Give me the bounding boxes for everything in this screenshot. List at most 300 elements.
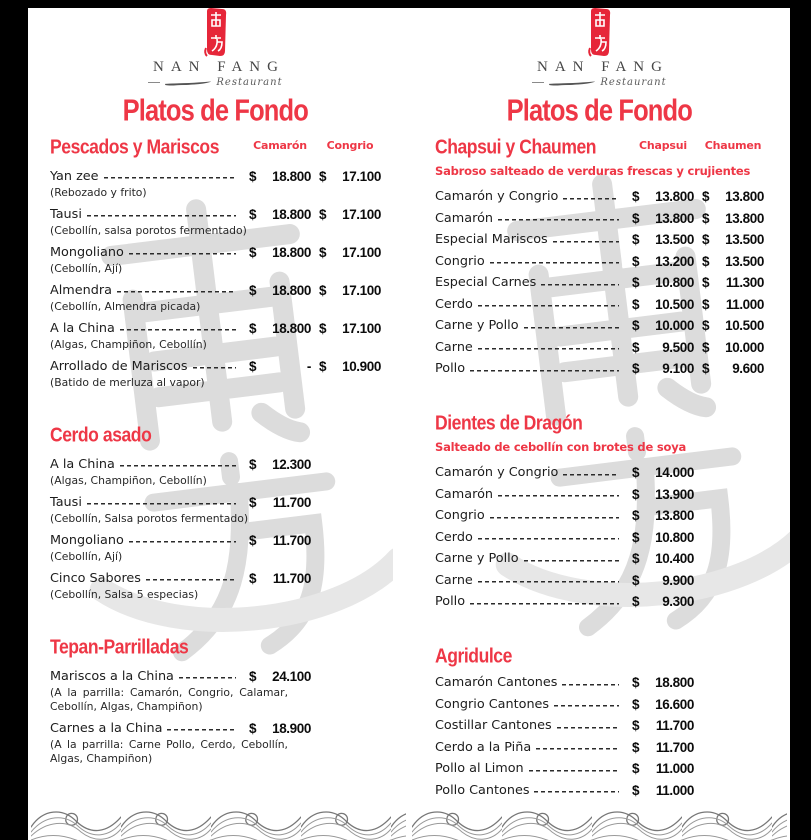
- price-value: 10.400: [655, 551, 694, 566]
- price-value: 9.600: [732, 361, 764, 376]
- page-title-text: Platos de Fondo: [122, 94, 309, 128]
- item-name: Yan zee: [50, 168, 99, 184]
- price-cell: [632, 783, 694, 798]
- price-value: 18.800: [272, 206, 311, 222]
- menu-section: [50, 636, 381, 766]
- dotted-leader: [120, 454, 236, 474]
- page-title: [50, 96, 381, 126]
- price-cell: [702, 254, 764, 269]
- dotted-leader: [498, 485, 619, 504]
- item-description: (Cebollín, Salsa porotos fermentado): [50, 512, 249, 525]
- price-value: 13.800: [725, 189, 764, 204]
- price-value: 10.800: [655, 529, 694, 545]
- dotted-leader: [87, 204, 236, 224]
- currency-symbol: $: [632, 718, 640, 733]
- menu-section: [435, 412, 764, 611]
- dotted-leader: [563, 187, 619, 206]
- dotted-leader: [534, 781, 619, 800]
- restaurant-name: NAN FANG: [153, 59, 285, 75]
- page-content: [409, 8, 790, 800]
- dotted-leader: [562, 673, 619, 692]
- dotted-leader: [524, 316, 619, 335]
- item-name: Cerdo: [435, 296, 473, 312]
- restaurant-script: Restaurant: [216, 77, 283, 88]
- dotted-leader: [529, 759, 619, 778]
- currency-symbol: $: [702, 210, 710, 226]
- section-title: [435, 412, 764, 434]
- price-value: 11.700: [272, 532, 311, 548]
- menu-item-row: [435, 695, 764, 714]
- menu-item-row: [435, 716, 764, 735]
- item-name: Mongoliano: [50, 532, 124, 548]
- price-value: 10.900: [342, 358, 381, 374]
- dotted-leader: [179, 666, 236, 686]
- currency-symbol: $: [632, 529, 640, 545]
- price-value: 10.500: [725, 318, 764, 333]
- currency-symbol: $: [249, 570, 257, 586]
- dotted-leader: [557, 716, 619, 735]
- menu-item-row: [435, 463, 764, 482]
- price-column-header: Congrio: [326, 139, 374, 152]
- price-column-header: Chapsui: [639, 139, 687, 152]
- item-name: Carne y Pollo: [435, 551, 519, 566]
- price-cell: [249, 283, 311, 298]
- menu-item-row: [435, 571, 764, 590]
- price-cell: [632, 189, 694, 204]
- item-name: Especial Carnes: [435, 275, 537, 290]
- item-name: Pollo: [435, 594, 466, 609]
- menu-page-2: [409, 8, 790, 840]
- section-header: [50, 424, 381, 446]
- menu-item-row: [50, 204, 381, 224]
- price-cell: [249, 533, 311, 548]
- dotted-leader: [563, 463, 619, 482]
- item-description: (Cebollín, Ají): [50, 262, 123, 275]
- section-title: [435, 645, 764, 667]
- dotted-leader: [478, 295, 619, 314]
- price-cell: [632, 594, 694, 609]
- item-name: Camarón: [435, 486, 494, 502]
- item-name: Camarón y Congrio: [435, 189, 559, 204]
- currency-symbol: $: [702, 339, 710, 355]
- item-name: Mongoliano: [50, 244, 124, 260]
- item-description: (Cebollín, Ají): [50, 550, 123, 563]
- currency-symbol: $: [249, 720, 257, 736]
- section-title: [435, 136, 624, 158]
- menu-item-row: [50, 530, 381, 550]
- price-value: 10.000: [655, 318, 694, 333]
- item-name: Camarón: [435, 210, 494, 226]
- price-cell: [632, 465, 694, 480]
- price-cell: [702, 361, 764, 376]
- currency-symbol: $: [632, 551, 640, 566]
- price-value: 13.500: [725, 232, 764, 247]
- price-value: 18.800: [272, 244, 311, 260]
- currency-symbol: $: [249, 282, 257, 298]
- menu-item-row: [50, 280, 381, 300]
- section-items: [50, 666, 381, 766]
- dotted-leader: [541, 273, 619, 292]
- currency-symbol: $: [702, 232, 710, 247]
- wave-border: [31, 805, 406, 840]
- dotted-leader: [120, 318, 236, 338]
- price-value: 11.700: [655, 718, 694, 733]
- section-title-text: Chapsui y Chaumen: [435, 135, 597, 159]
- nan-fang-seal-icon: [202, 8, 230, 58]
- price-cell: [249, 495, 311, 510]
- menu-paper: [28, 8, 790, 840]
- currency-symbol: $: [632, 761, 640, 776]
- menu-item-row: [435, 273, 764, 292]
- item-description: (A la parrilla: Carne Pollo, Cerdo, Cebollín, Algas, Champiñon): [50, 738, 288, 765]
- price-cell: [632, 487, 694, 502]
- menu-item-row: [435, 359, 764, 378]
- price-cell: [319, 245, 381, 260]
- price-value: 13.800: [725, 210, 764, 226]
- menu-item-row: [435, 781, 764, 800]
- menu-section: [435, 645, 764, 800]
- menu-item-row: [50, 568, 381, 588]
- item-description: (Rebozado y frito): [50, 186, 147, 199]
- nan-fang-seal-icon: [586, 8, 614, 58]
- currency-symbol: $: [632, 465, 640, 480]
- section-header: [435, 645, 764, 667]
- section-title: [50, 424, 381, 446]
- price-value: 11.000: [655, 782, 694, 798]
- currency-symbol: $: [632, 572, 640, 588]
- price-value: 9.500: [662, 339, 694, 355]
- dotted-leader: [524, 549, 619, 568]
- restaurant-script-row: [148, 76, 282, 89]
- price-cell: [702, 232, 764, 247]
- price-cell: [319, 169, 381, 184]
- price-cell: [632, 275, 694, 290]
- currency-symbol: $: [702, 361, 710, 376]
- dotted-leader: [478, 571, 619, 590]
- price-value: 16.600: [655, 696, 694, 712]
- dotted-leader: [490, 506, 619, 525]
- currency-symbol: $: [632, 486, 640, 502]
- logo-swoosh-icon: [165, 79, 211, 86]
- item-description: (Cebollín, Salsa 5 especias): [50, 588, 199, 601]
- price-cell: [319, 207, 381, 222]
- price-value: 18.800: [655, 675, 694, 690]
- currency-symbol: $: [702, 253, 710, 269]
- section-items: [435, 673, 764, 800]
- price-cell: [632, 254, 694, 269]
- currency-symbol: $: [632, 253, 640, 269]
- currency-symbol: $: [319, 206, 327, 222]
- menu-item-row: [50, 166, 381, 186]
- price-value: 9.100: [662, 361, 694, 376]
- price-value: 18.800: [272, 168, 311, 184]
- price-cell: [632, 718, 694, 733]
- price-cell: [319, 321, 381, 336]
- item-name: Cerdo a la Piña: [435, 739, 532, 755]
- item-name: A la China: [50, 320, 115, 336]
- currency-symbol: $: [632, 318, 640, 333]
- menu-item-row: [435, 528, 764, 547]
- price-cell: [632, 232, 694, 247]
- section-header: [435, 136, 764, 158]
- dotted-leader: [146, 568, 236, 588]
- section-header: [50, 136, 381, 158]
- item-name: Pollo Cantones: [435, 782, 530, 798]
- currency-symbol: $: [249, 358, 257, 374]
- item-name: Congrio Cantones: [435, 696, 550, 712]
- item-name: Carne y Pollo: [435, 318, 519, 333]
- currency-symbol: $: [702, 296, 710, 312]
- currency-symbol: $: [249, 168, 257, 184]
- menu-item-row: [435, 673, 764, 692]
- currency-symbol: $: [319, 282, 327, 298]
- currency-symbol: $: [249, 668, 257, 684]
- menu-item-row: [435, 252, 764, 271]
- dotted-leader: [553, 230, 619, 249]
- currency-symbol: $: [702, 275, 710, 290]
- wave-border: [412, 805, 787, 840]
- section-title-text: Pescados y Mariscos: [50, 135, 220, 159]
- currency-symbol: $: [249, 532, 257, 548]
- price-value: 13.200: [655, 253, 694, 269]
- price-value: 18.900: [272, 720, 311, 736]
- currency-symbol: $: [632, 361, 640, 376]
- item-name: Especial Mariscos: [435, 232, 548, 247]
- price-value: 14.000: [655, 465, 694, 480]
- dotted-leader: [536, 738, 619, 757]
- price-value: 18.800: [272, 320, 311, 336]
- item-name: Carne: [435, 339, 473, 355]
- price-cell: [249, 571, 311, 586]
- item-name: Costillar Cantones: [435, 718, 552, 733]
- price-cell: [249, 207, 311, 222]
- section-title-text: Cerdo asado: [50, 423, 152, 447]
- price-value: 10.500: [655, 296, 694, 312]
- menu-section: [50, 424, 381, 602]
- price-value: 13.800: [655, 210, 694, 226]
- item-name: Tausi: [50, 206, 82, 222]
- price-cell: [632, 361, 694, 376]
- dotted-leader: [470, 592, 619, 611]
- price-value: 10.000: [725, 339, 764, 355]
- dotted-leader: [104, 166, 236, 186]
- item-name: Cerdo: [435, 529, 473, 545]
- currency-symbol: $: [632, 594, 640, 609]
- logo-flourish-left: [532, 82, 544, 83]
- price-value: -: [306, 358, 311, 374]
- price-value: 17.100: [342, 244, 381, 260]
- menu-item-row: [435, 549, 764, 568]
- price-value: 12.300: [272, 456, 311, 472]
- currency-symbol: $: [319, 168, 327, 184]
- restaurant-logo: [435, 8, 764, 89]
- restaurant-logo: [50, 8, 381, 89]
- item-name: Almendra: [50, 282, 112, 298]
- dotted-leader: [129, 242, 236, 262]
- price-cell: [249, 245, 311, 260]
- menu-item-row: [435, 592, 764, 611]
- price-cell: [702, 340, 764, 355]
- price-value: 13.800: [655, 508, 694, 523]
- price-cell: [702, 318, 764, 333]
- price-value: 11.700: [655, 739, 694, 755]
- currency-symbol: $: [249, 244, 257, 260]
- menu-item-row: [435, 316, 764, 335]
- price-cell: [249, 321, 311, 336]
- page-title: [435, 96, 764, 126]
- price-cell: [249, 669, 311, 684]
- currency-symbol: $: [632, 275, 640, 290]
- price-value: 13.500: [725, 253, 764, 269]
- logo-swoosh-icon: [549, 79, 595, 86]
- price-value: 11.300: [725, 275, 764, 290]
- section-title-text: Tepan-Parrilladas: [50, 635, 189, 659]
- menu-section: [435, 136, 764, 378]
- item-name: Congrio: [435, 253, 485, 269]
- menu-item-row: [435, 759, 764, 778]
- menu-item-row: [435, 295, 764, 314]
- price-cell: [632, 675, 694, 690]
- price-cell: [632, 761, 694, 776]
- section-title: [50, 636, 381, 658]
- price-cell: [702, 189, 764, 204]
- price-value: 11.700: [272, 494, 311, 510]
- menu-item-row: [50, 318, 381, 338]
- currency-symbol: $: [632, 508, 640, 523]
- currency-symbol: $: [249, 320, 257, 336]
- item-description: (A la parrilla: Camarón, Congrio, Calamar, Cebollín, Algas, Champiñon): [50, 686, 288, 713]
- price-cell: [632, 573, 694, 588]
- section-title-text: Dientes de Dragón: [435, 411, 583, 435]
- price-value: 13.800: [655, 189, 694, 204]
- currency-symbol: $: [632, 739, 640, 755]
- price-value: 18.800: [272, 282, 311, 298]
- section-items: [435, 187, 764, 378]
- price-cell: [632, 697, 694, 712]
- menu-section: [50, 136, 381, 390]
- menu-item-row: [50, 666, 381, 686]
- price-value: 17.100: [342, 206, 381, 222]
- restaurant-script: Restaurant: [600, 77, 667, 88]
- item-name: Camarón Cantones: [435, 675, 558, 690]
- item-name: A la China: [50, 456, 115, 472]
- price-value: 24.100: [272, 668, 311, 684]
- section-title-text: Agridulce: [435, 644, 512, 668]
- currency-symbol: $: [249, 494, 257, 510]
- item-description: (Algas, Champiñon, Cebollín): [50, 474, 207, 487]
- currency-symbol: $: [702, 189, 710, 204]
- currency-symbol: $: [249, 456, 257, 472]
- currency-symbol: $: [319, 358, 327, 374]
- item-description: (Algas, Champiñon, Cebollín): [50, 338, 207, 351]
- price-cell: [319, 283, 381, 298]
- price-value: 11.000: [725, 296, 764, 312]
- section-subtitle: Sabroso salteado de verduras frescas y crujientes: [435, 164, 751, 178]
- currency-symbol: $: [632, 675, 640, 690]
- section-items: [50, 166, 381, 390]
- menu-item-row: [50, 242, 381, 262]
- item-name: Tausi: [50, 494, 82, 510]
- item-name: Cinco Sabores: [50, 570, 141, 586]
- dotted-leader: [117, 280, 236, 300]
- price-cell: [249, 169, 311, 184]
- price-column-header: Camarón: [253, 139, 307, 152]
- dotted-leader: [193, 356, 236, 376]
- item-name: Mariscos a la China: [50, 668, 174, 684]
- logo-flourish-left: [148, 82, 160, 83]
- menu-item-row: [50, 454, 381, 474]
- price-cell: [632, 740, 694, 755]
- price-value: 17.100: [342, 168, 381, 184]
- menu-item-row: [435, 209, 764, 228]
- section-header: [50, 636, 381, 658]
- restaurant-name: NAN FANG: [537, 59, 669, 75]
- page-content: [28, 8, 409, 766]
- menu-item-row: [50, 356, 381, 376]
- item-name: Pollo al Limon: [435, 761, 524, 776]
- price-cell: [632, 530, 694, 545]
- menu-item-row: [435, 485, 764, 504]
- price-cell: [702, 275, 764, 290]
- section-subtitle: Salteado de cebollín con brotes de soya: [435, 440, 687, 454]
- restaurant-script-row: [532, 76, 666, 89]
- dotted-leader: [498, 209, 619, 228]
- currency-symbol: $: [632, 339, 640, 355]
- menu-item-row: [50, 492, 381, 512]
- currency-symbol: $: [632, 232, 640, 247]
- price-cell: [632, 551, 694, 566]
- price-cell: [702, 297, 764, 312]
- currency-symbol: $: [319, 320, 327, 336]
- dotted-leader: [87, 492, 236, 512]
- price-cell: [632, 340, 694, 355]
- currency-symbol: $: [632, 782, 640, 798]
- item-description: (Cebollín, Almendra picada): [50, 300, 201, 313]
- item-name: Carnes a la China: [50, 720, 163, 736]
- dotted-leader: [554, 695, 619, 714]
- price-value: 11.700: [272, 570, 311, 586]
- menu-item-row: [435, 230, 764, 249]
- item-name: Camarón y Congrio: [435, 465, 559, 480]
- price-value: 11.000: [655, 761, 694, 776]
- item-name: Pollo: [435, 361, 466, 376]
- price-cell: [632, 508, 694, 523]
- price-value: 13.900: [655, 486, 694, 502]
- section-header: [435, 412, 764, 434]
- price-value: 9.900: [662, 572, 694, 588]
- dotted-leader: [490, 252, 619, 271]
- price-value: 10.800: [655, 275, 694, 290]
- item-name: Congrio: [435, 508, 485, 523]
- currency-symbol: $: [632, 210, 640, 226]
- menu-item-row: [435, 187, 764, 206]
- currency-symbol: $: [319, 244, 327, 260]
- price-cell: [632, 318, 694, 333]
- section-items: [50, 454, 381, 602]
- dotted-leader: [470, 359, 619, 378]
- price-value: 13.500: [655, 232, 694, 247]
- section-title: [50, 136, 241, 158]
- dotted-leader: [167, 718, 236, 738]
- price-value: 9.300: [662, 594, 694, 609]
- page-title-text: Platos de Fondo: [506, 94, 693, 128]
- menu-page-1: [28, 8, 409, 840]
- price-value: 17.100: [342, 282, 381, 298]
- section-items: [435, 463, 764, 611]
- price-cell: [249, 457, 311, 472]
- price-column-header: Chaumen: [704, 139, 762, 152]
- currency-symbol: $: [632, 296, 640, 312]
